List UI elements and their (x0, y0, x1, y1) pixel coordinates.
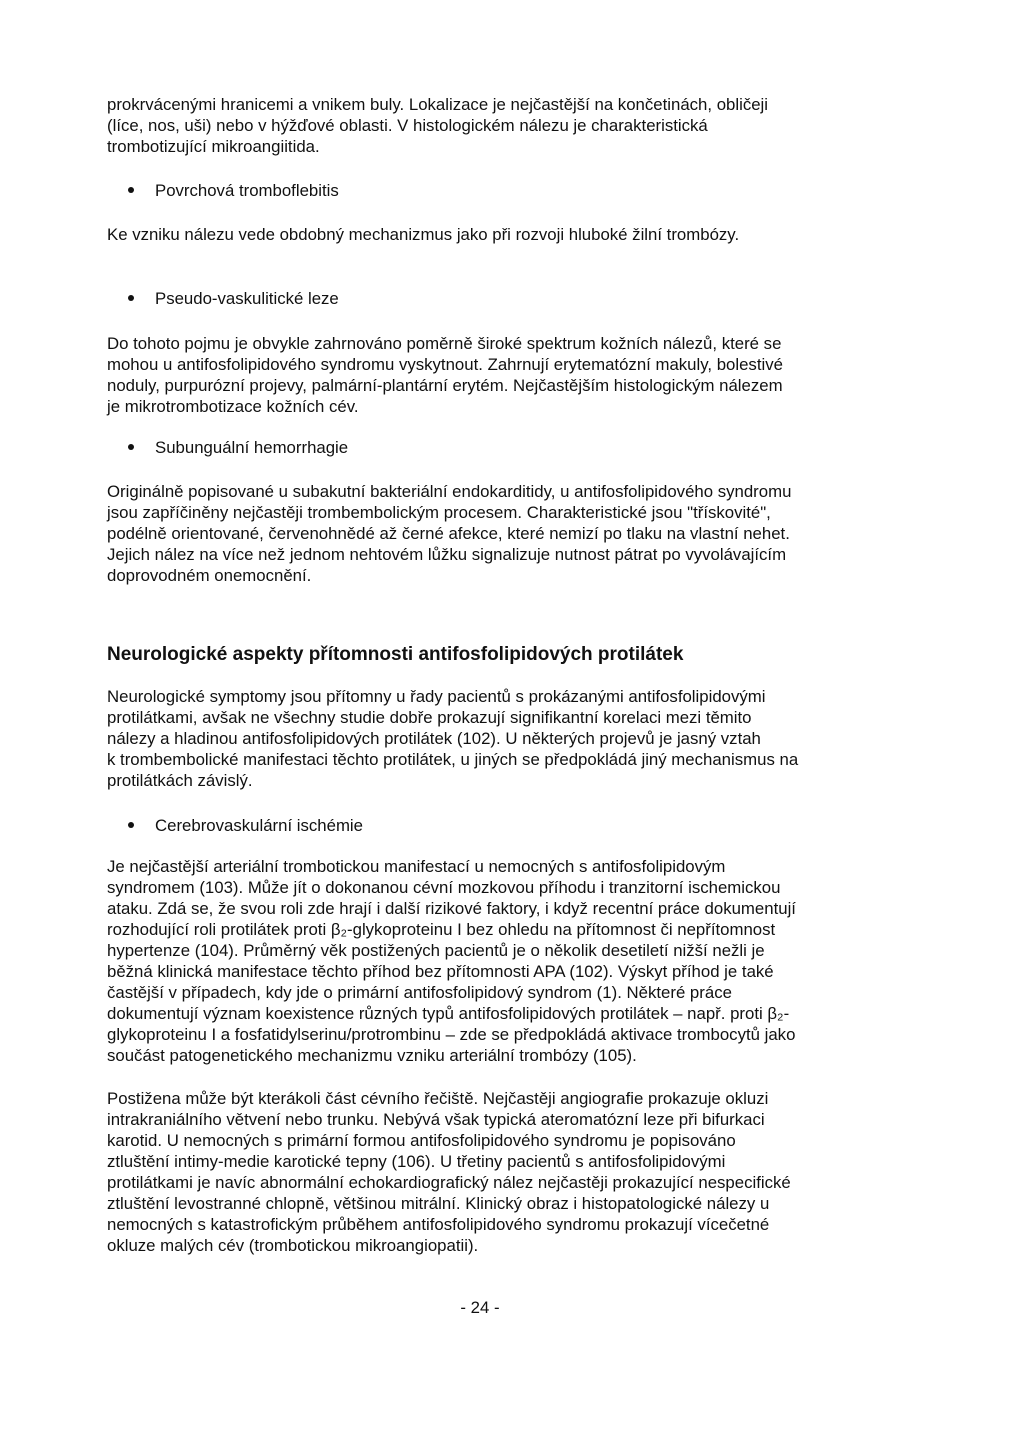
text-line: jsou zapříčiněny nejčastěji trombembolickým procesem. Charakteristické jsou "třískovité", (107, 503, 771, 522)
bullet-item-tromboflebitis (128, 180, 339, 201)
text-line: intrakraniálního větvení nebo trunku. Nebývá však typická ateromatózní leze při bifurkaci (107, 1110, 765, 1129)
text-line: protilátkami je navíc abnormální echokardiografický nález nejčastěji prokazující nespecifické (107, 1173, 791, 1192)
text-line: okluze malých cév (trombotickou mikroangiopatii). (107, 1236, 479, 1255)
bullet-label: Cerebrovaskulární ischémie (155, 816, 363, 835)
text-line: běžná klinická manifestace těchto příhod bez přítomnosti APA (102). Výskyt příhod je také (107, 962, 774, 981)
bullet-icon (128, 295, 134, 301)
bullet-icon (128, 187, 134, 193)
text-line: ataku. Zdá se, že svou roli zde hrají i další rizikové faktory, i když recentní práce dokumentují (107, 899, 796, 918)
bullet-item-pseudo-vaskuliticke (128, 288, 339, 309)
text-line: nálezy a hladinou antifosfolipidových protilátek (102). U některých projevů je jasný vztah (107, 729, 761, 748)
text-line: Originálně popisované u subakutní bakteriální endokarditidy, u antifosfolipidového syndromu (107, 482, 792, 501)
text-line: Do tohoto pojmu je obvykle zahrnováno poměrně široké spektrum kožních nálezů, které se (107, 334, 782, 353)
text-line: glykoproteinu I a fosfatidylserinu/protrombinu – zde se předpokládá aktivace trombocytů jako (107, 1025, 796, 1044)
bullet-icon (128, 444, 134, 450)
text-line: k trombembolické manifestaci těchto protilátek, u jiných se předpokládá jiný mechanismus na (107, 750, 799, 769)
paragraph-subungualni (107, 481, 867, 586)
text-line: Neurologické symptomy jsou přítomny u řady pacientů s prokázanými antifosfolipidovými (107, 687, 766, 706)
section-heading: Neurologické aspekty přítomnosti antifosfolipidových protilátek (107, 644, 684, 665)
text-line: mohou u antifosfolipidového syndromu vyskytnout. Zahrnují erytematózní makuly, bolestivé (107, 355, 783, 374)
text-line: Je nejčastější arteriální trombotickou manifestací u nemocných s antifosfolipidovým (107, 857, 726, 876)
text-line: doprovodném onemocnění. (107, 566, 312, 585)
bullet-label: Subunguální hemorrhagie (155, 438, 349, 457)
text-line: Jejich nález na více než jednom nehtovém lůžku signalizuje nutnost pátrat po vyvolávajícím (107, 545, 787, 564)
text-line: hypertenze (104). Průměrný věk postižených pacientů je o několik desetiletí nižší nežli je (107, 941, 765, 960)
text-line: rozhodující roli protilátek proti β₂-glykoproteinu I bez ohledu na přítomnost či nepřítomnost (107, 920, 776, 939)
paragraph-pseudo-vaskuliticke (107, 333, 867, 417)
bullet-item-cerebrovaskularni (128, 815, 363, 836)
text-line: ztluštění levostranné chlopně, většinou mitrální. Klinický obraz i histopatologické nálezy u (107, 1194, 770, 1213)
paragraph-cerebrovaskularni (107, 856, 867, 1066)
text-line: nemocných s katastrofickým průběhem antifosfolipidového syndromu prokazují vícečetné (107, 1215, 770, 1234)
text-line: protilátkách závislý. (107, 771, 253, 790)
paragraph-tromboflebitis (107, 224, 867, 245)
bullet-label: Povrchová tromboflebitis (155, 181, 339, 200)
paragraph-intro (107, 94, 867, 157)
text-line: trombotizující mikroangiitida. (107, 137, 320, 156)
paragraph-neuro (107, 686, 867, 791)
bullet-icon (128, 822, 134, 828)
text-line: dokumentují význam koexistence různých typů antifosfolipidových protilátek – např. proti β₂- (107, 1004, 790, 1023)
text-line: součást patogenetického mechanizmu vzniku arteriální trombózy (105). (107, 1046, 637, 1065)
bullet-label: Pseudo-vaskulitické leze (155, 289, 339, 308)
paragraph-postizena (107, 1088, 867, 1256)
bullet-item-subungualni (128, 437, 348, 458)
text-line: (líce, nos, uši) nebo v hýžďové oblasti. V histologickém nálezu je charakteristická (107, 116, 708, 135)
text-line: Ke vzniku nálezu vede obdobný mechanizmus jako při rozvoji hluboké žilní trombózy. (107, 225, 740, 244)
text-line: protilátkami, avšak ne všechny studie dobře prokazují signifikantní korelaci mezi těmito (107, 708, 752, 727)
text-line: prokrvácenými hranicemi a vnikem buly. Lokalizace je nejčastější na končetinách, obličeji (107, 95, 768, 114)
text-line: podélně orientované, červenohnědé až černé afekce, které nemizí po tlaku na vlastní nehet. (107, 524, 790, 543)
text-line: noduly, purpurózní projevy, palmární-plantární erytém. Nejčastějším histologickým nálezem (107, 376, 783, 395)
text-line: je mikrotrombotizace kožních cév. (107, 397, 359, 416)
text-line: ztluštění intimy-medie karotické tepny (106). U třetiny pacientů s antifosfolipidovými (107, 1152, 726, 1171)
text-line: Postižena může být kterákoli část cévního řečiště. Nejčastěji angiografie prokazuje okluzi (107, 1089, 769, 1108)
page-number: - 24 - (460, 1298, 500, 1317)
text-line: syndromem (103). Může jít o dokonanou cévní mozkovou příhodu i tranzitorní ischemickou (107, 878, 781, 897)
text-line: karotid. U nemocných s primární formou antifosfolipidového syndromu je popisováno (107, 1131, 736, 1150)
text-line: častější v případech, kdy jde o primární antifosfolipidový syndrom (1). Některé práce (107, 983, 732, 1002)
